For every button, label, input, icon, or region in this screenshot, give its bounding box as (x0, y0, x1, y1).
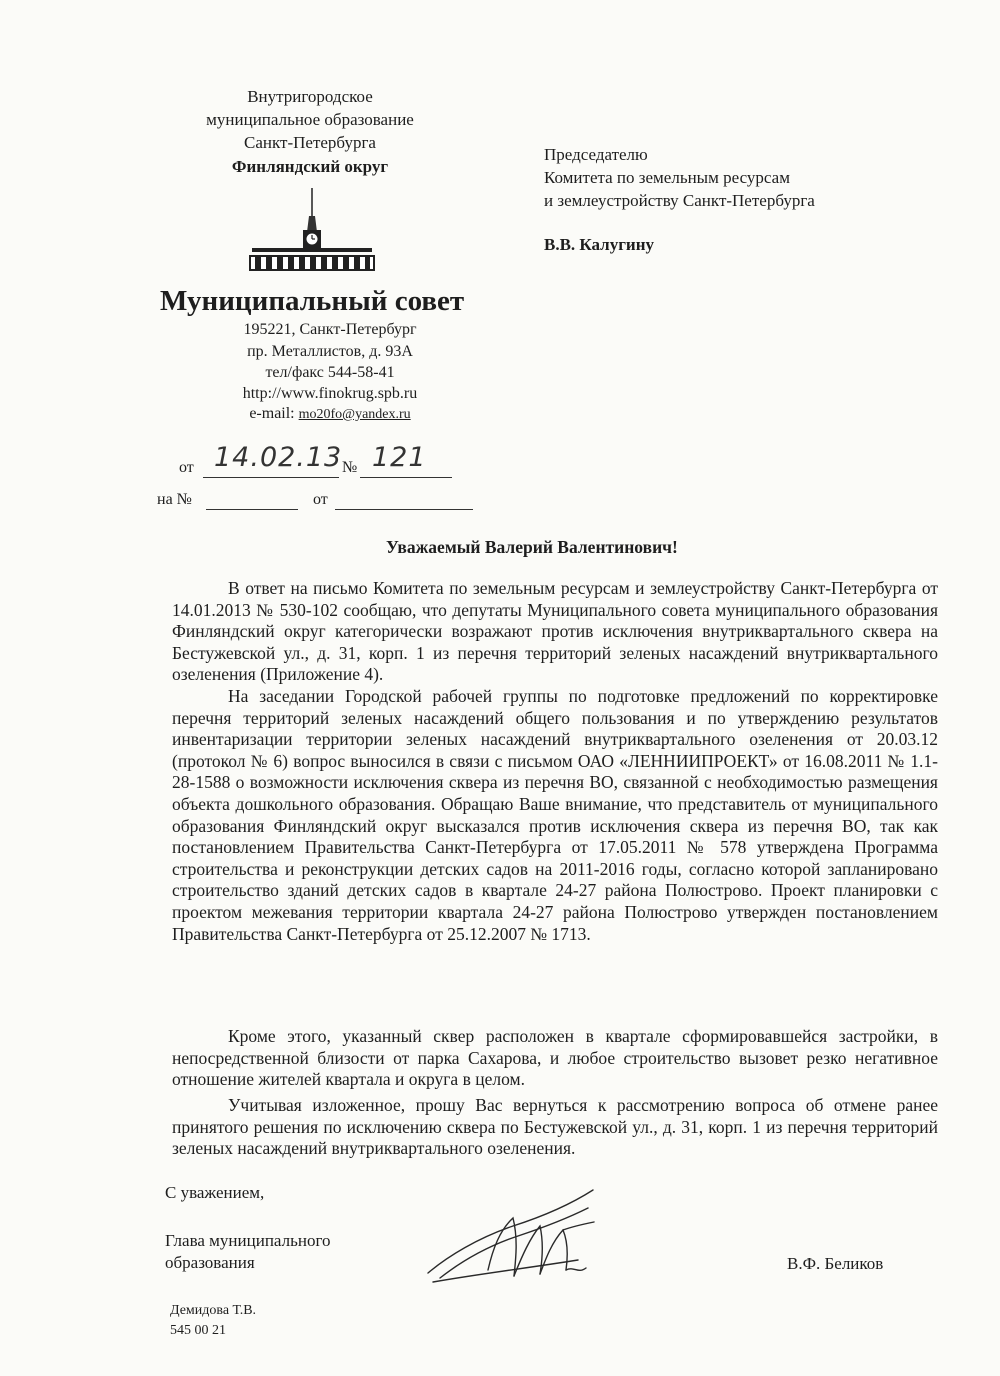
recipient-line3: и землеустройству Санкт-Петербурга (544, 191, 815, 210)
address-line2: пр. Металлистов, д. 93А (247, 343, 413, 360)
signatory-name: В.Ф. Беликов (787, 1254, 884, 1273)
signatory-title-line1: Глава муниципального (165, 1231, 331, 1250)
salutation: Уважаемый Валерий Валентинович! (386, 537, 678, 557)
org-name-line2: муниципальное образование (206, 110, 414, 129)
phone-fax: тел/факс 544-58-41 (265, 364, 395, 381)
email-line (160, 404, 500, 426)
date-value: 14.02.13 (214, 442, 343, 473)
paragraph-4: Учитывая изложенное, прошу Вас вернуться к рассмотрению вопроса об отмене ранее принятого решения по исключению сквера по Бестужевской ул., д. 31, корп. 1 из перечня территорий зеленых насаждений внутриквартального озеленения. (172, 1095, 938, 1159)
recipient-line2: Комитета по земельным ресурсам (544, 168, 790, 187)
handwritten-signature (418, 1178, 618, 1298)
paragraph-3: Кроме этого, указанный сквер расположен в квартале сформировавшейся застройки, в непосредственной близости от парка Сахарова, и любое строительство вызовет резко негативное отношение жителей квартала и округа в целом. (172, 1026, 938, 1090)
reply-label: на № (157, 491, 192, 508)
reply-from-label: от (313, 491, 328, 508)
recipient-name: В.В. Калугину (544, 235, 655, 254)
org-name-line3: Санкт-Петербурга (244, 133, 376, 152)
council-title: Муниципальный совет (160, 285, 465, 317)
reply-date-underline (335, 509, 473, 510)
recipient-line1: Председателю (544, 145, 648, 164)
signatory-title-line2: образования (165, 1253, 255, 1272)
executor-name: Демидова Т.В. (170, 1303, 257, 1318)
reply-number-underline (206, 509, 298, 510)
org-name-line4: Финляндский округ (231, 157, 389, 176)
number-label: № (342, 459, 358, 476)
number-underline (360, 477, 452, 478)
address-line1: 195221, Санкт-Петербург (243, 321, 417, 338)
email-link[interactable]: mo20fo@yandex.ru (298, 407, 411, 422)
executor-phone: 545 00 21 (170, 1323, 226, 1338)
closing: С уважением, (165, 1183, 265, 1202)
number-value: 121 (372, 442, 427, 473)
building-emblem-icon (246, 186, 376, 272)
website: http://www.finokrug.spb.ru (242, 385, 418, 402)
org-name-line1: Внутригородское (247, 87, 373, 106)
date-underline (203, 477, 339, 478)
paragraph-1: В ответ на письмо Комитета по земельным ресурсам и землеустройству Санкт-Петербурга от 14.01.2013 № 530-102 сообщаю, что депутаты Муниципального совета муниципального образования Финляндский округ категорически возражают против исключения внутриквартального сквера на Бестужевской ул., д. 31, корп. 1 из перечня территорий зеленых насаждений внутриквартального озеленения (Приложение 4). (172, 578, 938, 685)
paragraph-2: На заседании Городской рабочей группы по подготовке предложений по корректировке перечня территорий зеленых насаждений общего пользования и по утверждению результатов инвентаризации территории зеленых насаждений внутриквартального озеленения от 20.03.12 (протокол № 6) вопрос выносился в связи с письмом ОАО «ЛЕННИИПРОЕКТ» от 16.08.2011 № 1.1-28-1588 о возможности исключения сквера из перечня ВО, связанной с необходимостью размещения объекта дошкольного образования. Обращаю Ваше внимание, что представитель от муниципального образования Финляндский округ высказался против исключения сквера из перечня ВО, так как постановлением Правительства Санкт-Петербурга от 17.05.2011 № 578 утверждена Программа строительства и реконструкции детских садов на 2011-2016 годы, согласно которой запланировано строительство зданий детских садов в квартале 24-27 района Полюстрово. Проект планировки с проектом межевания территории квартала 24-27 района Полюстрово утвержден постановлением Правительства Санкт-Петербурга от 25.12.2007 № 1713. (172, 686, 938, 944)
email-label: e-mail: (249, 405, 295, 422)
from-label: от (179, 459, 194, 476)
